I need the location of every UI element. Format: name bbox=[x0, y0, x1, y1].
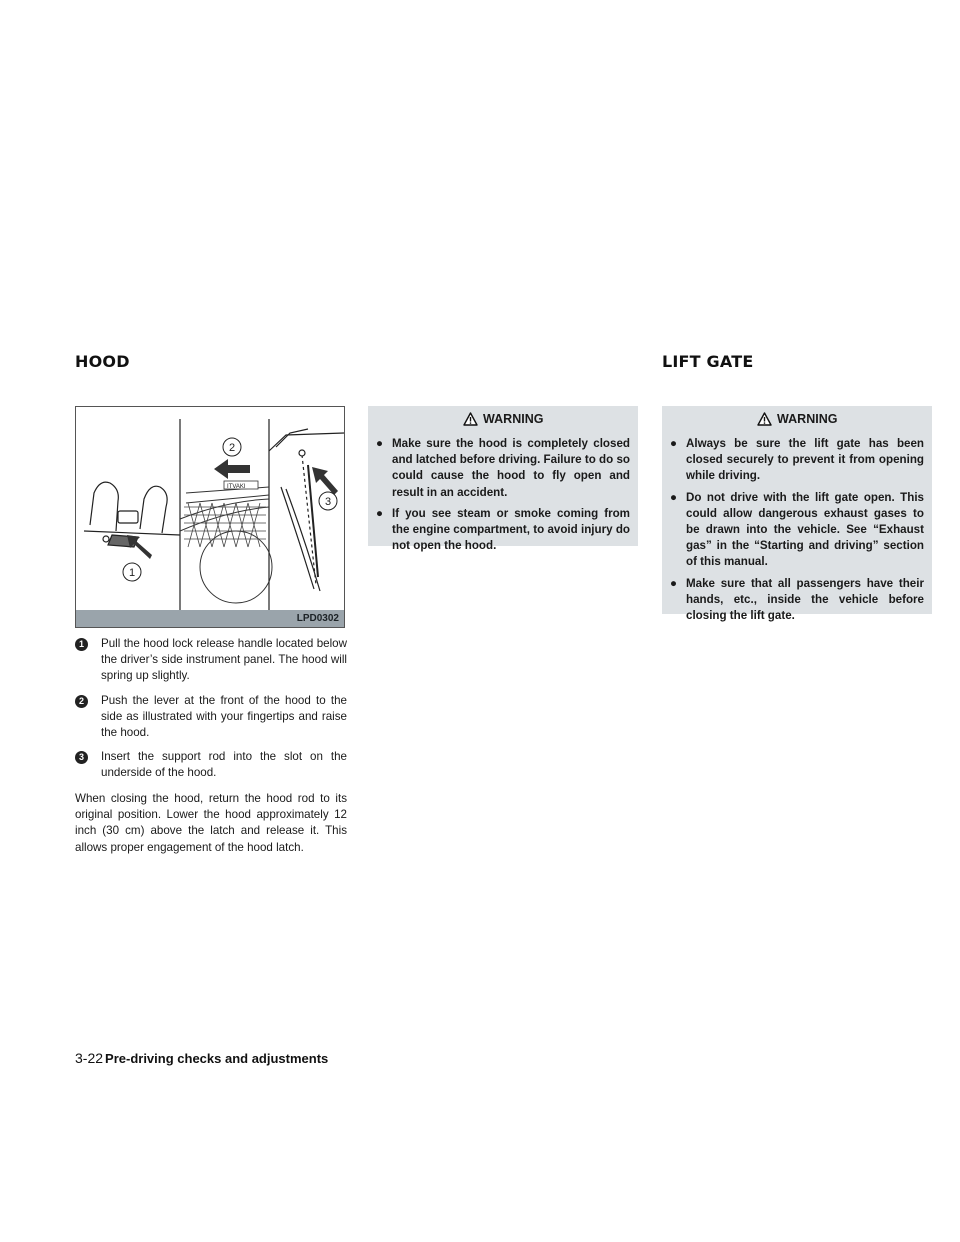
lift-gate-warning-list bbox=[670, 436, 924, 624]
hood-warning-list bbox=[376, 436, 630, 554]
warning-item bbox=[376, 506, 630, 555]
bullet-icon: ● bbox=[670, 576, 678, 590]
step-text: Push the lever at the front of the hood to the side as illustrated with your fingertips and raise the hood. bbox=[101, 693, 347, 740]
lift-gate-heading: LIFT GATE bbox=[662, 352, 754, 371]
hood-warning-box bbox=[368, 406, 638, 553]
placard-label: ITVAKI bbox=[227, 484, 246, 490]
grille-drawing bbox=[180, 487, 272, 603]
warning-item-text: Make sure that all passengers have their hands, etc., inside the vehicle before closing the lift gate. bbox=[686, 576, 924, 623]
callout-1: 1 bbox=[128, 567, 136, 579]
warning-item bbox=[670, 436, 924, 485]
bullet-icon: ● bbox=[376, 506, 384, 520]
warning-icon bbox=[463, 412, 478, 426]
warning-item bbox=[670, 576, 924, 625]
callout-2: 2 bbox=[228, 442, 236, 454]
step-number-badge: 2 bbox=[75, 695, 88, 708]
bullet-icon: ● bbox=[376, 437, 384, 450]
step-text: Pull the hood lock release handle located below the driver’s side instrument panel. The hood will spring up slightly. bbox=[101, 637, 347, 683]
grille-mesh-drawing bbox=[184, 503, 266, 547]
bullet-icon: ● bbox=[670, 490, 678, 504]
warning-title-text: WARNING bbox=[777, 412, 838, 426]
hood-illustration-drawing bbox=[76, 407, 344, 610]
hood-heading: HOOD bbox=[75, 352, 130, 371]
step-number-badge: 1 bbox=[75, 638, 88, 651]
warning-icon bbox=[757, 412, 772, 426]
step-text: Insert the support rod into the slot on the underside of the hood. bbox=[101, 750, 347, 780]
callout-3: 3 bbox=[324, 496, 332, 508]
step-item bbox=[75, 693, 347, 742]
warning-item-text: Always be sure the lift gate has been closed securely to prevent it from opening while driving. bbox=[686, 437, 924, 483]
warning-item bbox=[670, 490, 924, 571]
warning-title bbox=[376, 410, 630, 428]
warning-title bbox=[670, 410, 924, 428]
step-item bbox=[75, 636, 347, 685]
hood-support-rod-drawing bbox=[269, 429, 344, 591]
hood-opening-steps bbox=[75, 636, 347, 790]
hood-closing-paragraph: When closing the hood, return the hood rod to its original position. Lower the hood approximately 12 inch (30 cm) above the latch and release it. This allows proper engagement of the hood latch. bbox=[75, 792, 347, 854]
warning-title-text: WARNING bbox=[483, 412, 544, 426]
arrow-icon bbox=[214, 459, 250, 479]
warning-item-text: Make sure the hood is completely closed and latched before driving. Failure to do so could cause the hood to fly open and result in an accident. bbox=[392, 437, 630, 499]
warning-item bbox=[376, 436, 630, 501]
arrow-icon bbox=[312, 467, 338, 495]
warning-item-text: Do not drive with the lift gate open. This could allow dangerous exhaust gases to be drawn into the vehicle. See “Exhaust gas” in the “Starting and driving” section of this manual. bbox=[686, 490, 924, 569]
step-item bbox=[75, 749, 347, 781]
arrow-icon bbox=[127, 535, 152, 559]
lift-gate-warning-box bbox=[662, 406, 932, 623]
bullet-icon: ● bbox=[670, 437, 678, 450]
figure-code: LPD0302 bbox=[76, 610, 344, 627]
step-number-badge: 3 bbox=[75, 751, 88, 764]
hood-release-illustration bbox=[75, 406, 345, 628]
warning-item-text: If you see steam or smoke coming from the engine compartment, to avoid injury do not open the hood. bbox=[392, 506, 630, 553]
chapter-title: Pre-driving checks and adjustments bbox=[105, 1051, 329, 1066]
page-footer bbox=[75, 1050, 328, 1066]
page-number: 3-22 bbox=[75, 1050, 104, 1066]
